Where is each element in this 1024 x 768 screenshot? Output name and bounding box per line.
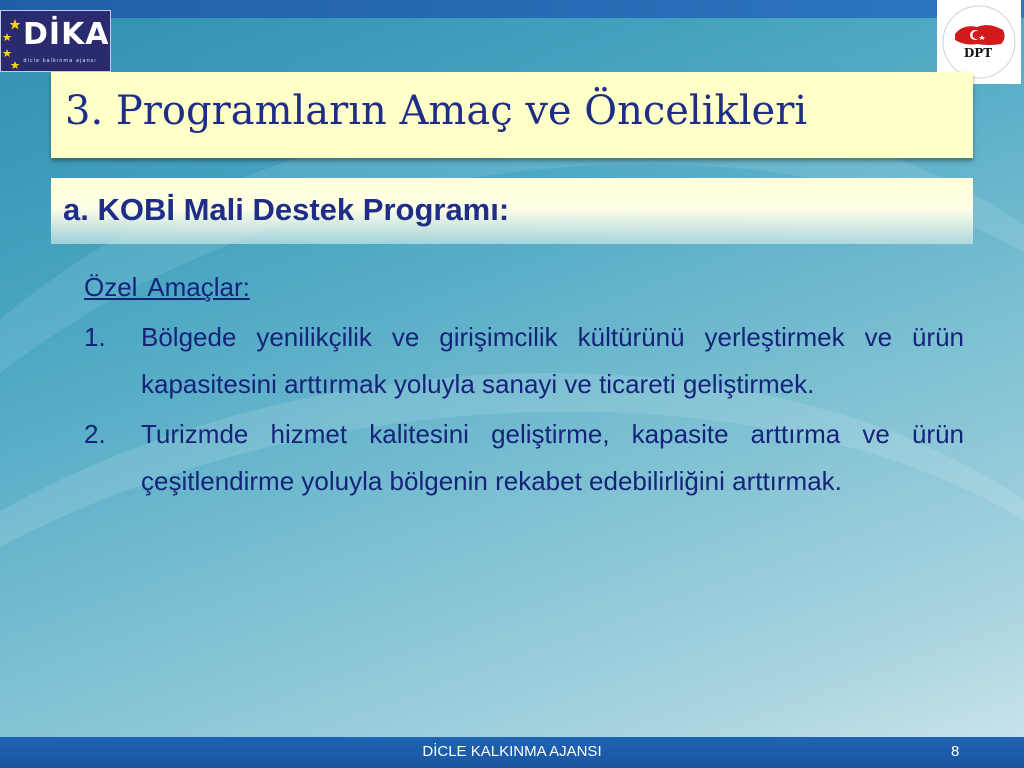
subtitle-box	[51, 178, 973, 244]
list-item-text: Turizmde hizmet kalitesini geliştirme, kapasite arttırma ve ürün çeşitlendirme yoluyla bölgenin rekabet edebilirliğini arttırmak.	[141, 419, 964, 496]
dika-tagline: dicle kalkınma ajansı	[23, 58, 97, 64]
list-item-text: Bölgede yenilikçilik ve girişimcilik kültürünü yerleştirmek ve ürün kapasitesini arttırmak yoluyla sanayi ve ticareti geliştirmek.	[141, 322, 964, 399]
top-bar	[0, 0, 1024, 18]
section-subtitle: a. KOBİ Mali Destek Programı:	[63, 192, 510, 227]
dpt-wordmark: DPT	[963, 46, 993, 60]
list-item-number: 1.	[84, 322, 106, 352]
list-item	[84, 411, 964, 505]
content-body	[84, 268, 964, 508]
page-title: 3. Programların Amaç ve Öncelikleri	[65, 88, 808, 134]
footer-bar	[0, 737, 1024, 768]
dika-wordmark: DİKA	[23, 17, 110, 52]
objectives-heading: Özel Amaçlar:	[84, 272, 250, 302]
dika-logo	[0, 10, 111, 72]
list-item-number: 2.	[84, 419, 106, 449]
page-number: 8	[951, 743, 960, 760]
title-box	[51, 72, 973, 158]
list-item	[84, 314, 964, 408]
footer-organization: DİCLE KALKINMA AJANSI	[422, 743, 602, 760]
